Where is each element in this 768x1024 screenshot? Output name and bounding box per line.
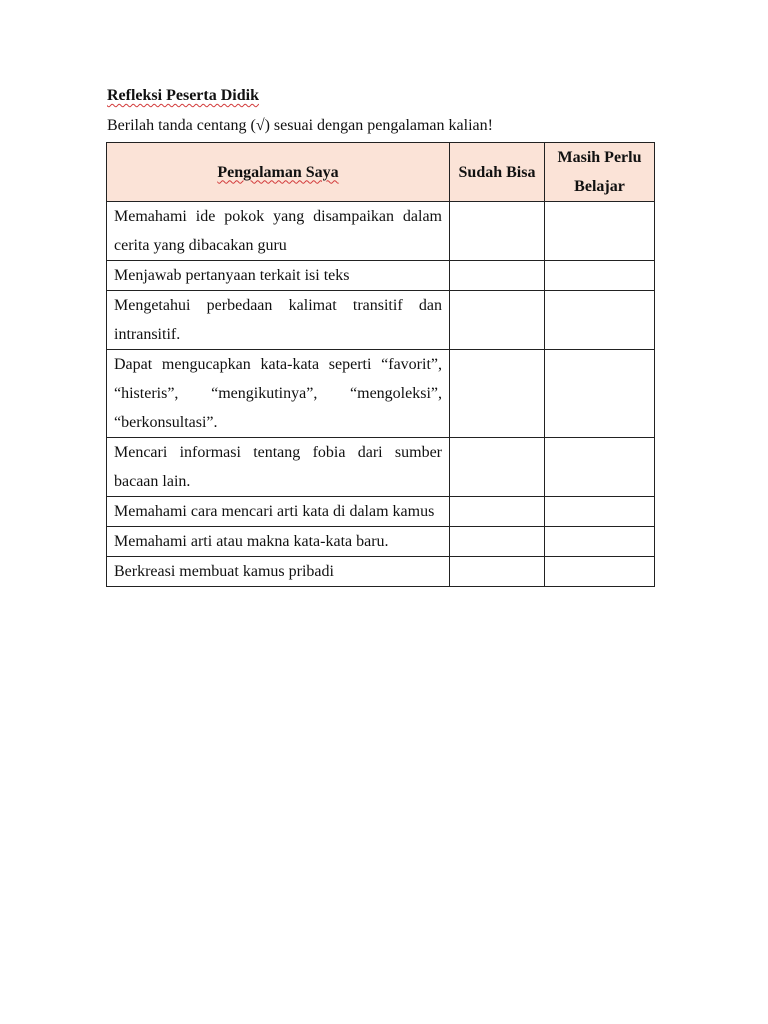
masih-perlu-belajar-cell[interactable] bbox=[545, 557, 655, 587]
table-row bbox=[107, 497, 655, 527]
masih-perlu-belajar-cell[interactable] bbox=[545, 497, 655, 527]
table-row bbox=[107, 291, 655, 350]
table-row bbox=[107, 527, 655, 557]
header-experience bbox=[107, 143, 450, 202]
sudah-bisa-cell[interactable] bbox=[450, 261, 545, 291]
table-row bbox=[107, 557, 655, 587]
row-statement: Memahami cara mencari arti kata di dalam kamus bbox=[107, 497, 450, 527]
row-statement: Menjawab pertanyaan terkait isi teks bbox=[107, 261, 450, 291]
masih-perlu-belajar-cell[interactable] bbox=[545, 202, 655, 261]
row-statement: Memahami ide pokok yang disampaikan dalam cerita yang dibacakan guru bbox=[107, 202, 450, 261]
table-row bbox=[107, 202, 655, 261]
page-title: Refleksi Peserta Didik bbox=[107, 87, 259, 104]
sudah-bisa-cell[interactable] bbox=[450, 557, 545, 587]
header-sudah-bisa bbox=[450, 143, 545, 202]
sudah-bisa-cell[interactable] bbox=[450, 497, 545, 527]
row-statement: Mencari informasi tentang fobia dari sumber bacaan lain. bbox=[107, 438, 450, 497]
sudah-bisa-cell[interactable] bbox=[450, 350, 545, 438]
sudah-bisa-cell[interactable] bbox=[450, 438, 545, 497]
row-statement: Dapat mengucapkan kata-kata seperti “favorit”, “histeris”, “mengikutinya”, “mengoleksi”, “berkonsultasi”. bbox=[107, 350, 450, 438]
header-experience-label: Pengalaman Saya bbox=[217, 163, 339, 181]
reflection-table bbox=[106, 142, 655, 587]
instruction-text: Berilah tanda centang (√) sesuai dengan pengalaman kalian! bbox=[107, 117, 493, 134]
header-sudah-bisa-label: Sudah Bisa bbox=[458, 163, 536, 181]
table-header-row bbox=[107, 143, 655, 202]
header-masih-perlu-belajar bbox=[545, 143, 655, 202]
masih-perlu-belajar-cell[interactable] bbox=[545, 350, 655, 438]
sudah-bisa-cell[interactable] bbox=[450, 202, 545, 261]
sudah-bisa-cell[interactable] bbox=[450, 527, 545, 557]
table-row bbox=[107, 261, 655, 291]
header-masih-perlu-belajar-label: Masih Perlu Belajar bbox=[557, 149, 642, 195]
masih-perlu-belajar-cell[interactable] bbox=[545, 527, 655, 557]
table-row bbox=[107, 438, 655, 497]
sudah-bisa-cell[interactable] bbox=[450, 291, 545, 350]
row-statement: Memahami arti atau makna kata-kata baru. bbox=[107, 527, 450, 557]
row-statement: Mengetahui perbedaan kalimat transitif dan intransitif. bbox=[107, 291, 450, 350]
masih-perlu-belajar-cell[interactable] bbox=[545, 261, 655, 291]
masih-perlu-belajar-cell[interactable] bbox=[545, 291, 655, 350]
table-row bbox=[107, 350, 655, 438]
masih-perlu-belajar-cell[interactable] bbox=[545, 438, 655, 497]
row-statement: Berkreasi membuat kamus pribadi bbox=[107, 557, 450, 587]
